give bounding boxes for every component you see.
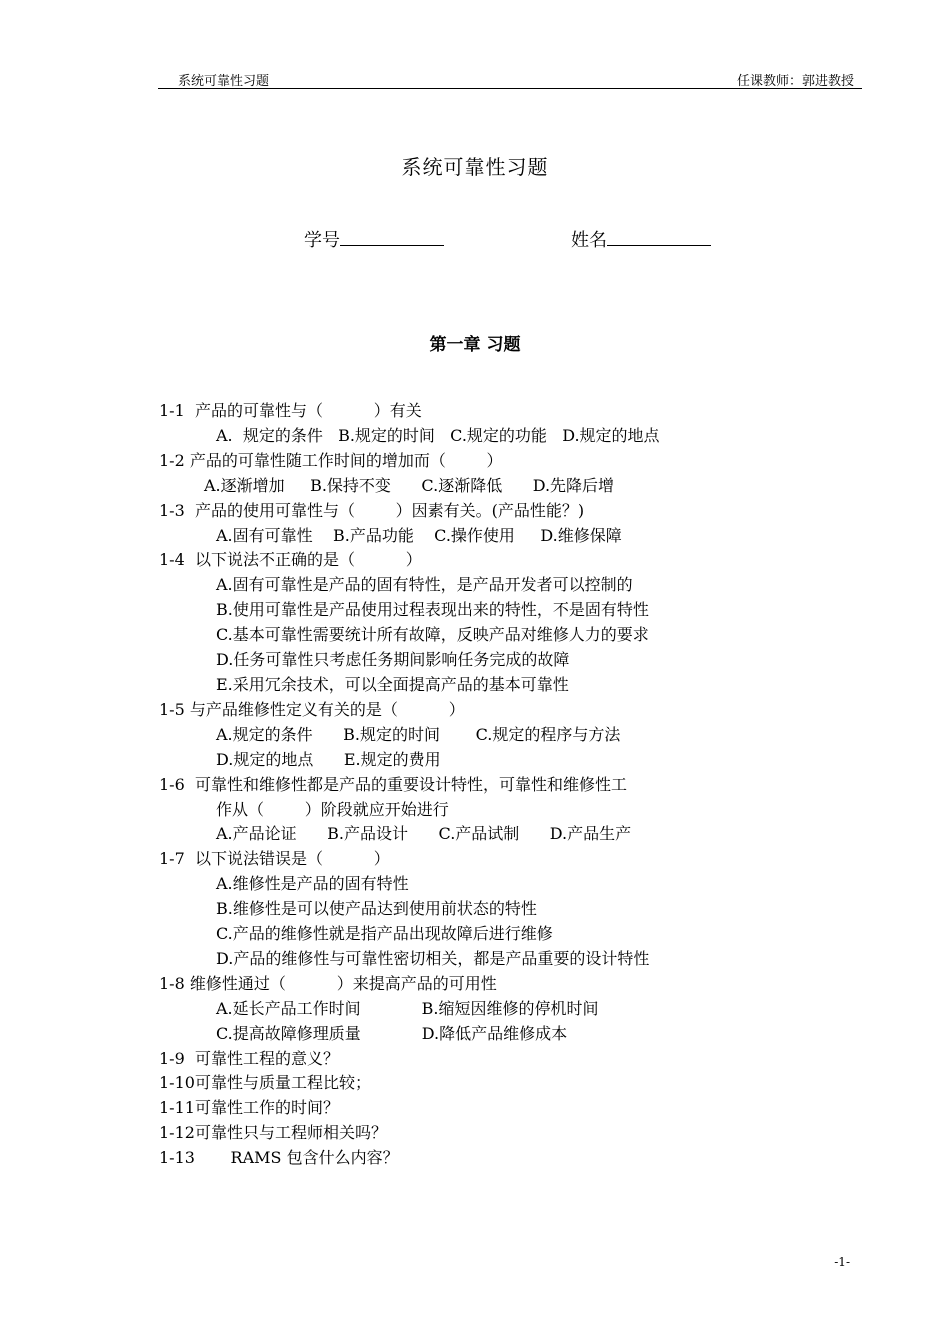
header-left-title: 系统可靠性习题 — [178, 74, 270, 89]
question-number: 1-7 — [159, 849, 185, 869]
option-line: A.延长产品工作时间 B.缩短因维修的停机时间 — [216, 998, 599, 1018]
header-right-teacher: 任课教师：郭进教授 — [736, 74, 854, 89]
question-line — [159, 499, 859, 524]
question-text: 以下说法错误是（ ） — [184, 849, 390, 869]
student-id-label: 学号 — [304, 230, 340, 251]
question-text: 产品的可靠性随工作时间的增加而（ ） — [184, 450, 503, 470]
question-text: 维修性通过（ ）来提高产品的可用性 — [184, 973, 497, 993]
question-text: 可靠性工作的时间？ — [194, 1098, 339, 1118]
question-line — [159, 1047, 859, 1072]
option-line: E.采用冗余技术，可以全面提高产品的基本可靠性 — [216, 674, 569, 694]
student-name-label: 姓名 — [571, 230, 607, 251]
question-line — [159, 1071, 859, 1096]
option-line: B.维修性是可以使产品达到使用前状态的特性 — [216, 899, 537, 919]
question-line — [159, 449, 859, 474]
question-line — [159, 698, 859, 723]
question-text: 可靠性与质量工程比较； — [194, 1073, 371, 1093]
option-line: A.维修性是产品的固有特性 — [216, 874, 409, 894]
question-line — [159, 847, 859, 872]
question-number: 1-4 — [159, 550, 185, 570]
page-title: 系统可靠性习题 — [401, 155, 549, 179]
question-number: 1-5 — [159, 699, 185, 719]
question-text: 可靠性和维修性都是产品的重要设计特性，可靠性和维修性工 — [184, 774, 627, 794]
question-line — [159, 1096, 859, 1121]
question-text: 可靠性只与工程师相关吗？ — [194, 1123, 387, 1143]
question-number: 1-2 — [159, 450, 185, 470]
question-line — [159, 1121, 859, 1146]
question-text: RAMS 包含什么内容？ — [194, 1148, 399, 1168]
option-line: A.逐渐增加 B.保持不变 C.逐渐降低 D.先降后增 — [204, 475, 615, 495]
question-number: 1-3 — [159, 500, 185, 520]
question-number: 1-10 — [159, 1073, 195, 1093]
question-line — [159, 548, 859, 573]
option-line: A.固有可靠性 B.产品功能 C.操作使用 D.维修保障 — [216, 525, 622, 545]
option-line: A.产品论证 B.产品设计 C.产品试制 D.产品生产 — [216, 824, 632, 844]
question-number: 1-6 — [159, 774, 185, 794]
question-number: 1-13 — [159, 1148, 195, 1168]
option-line: D.任务可靠性只考虑任务期间影响任务完成的故障 — [216, 650, 570, 670]
option-line: A. 规定的条件 B.规定的时间 C.规定的功能 D.规定的地点 — [216, 425, 660, 445]
header-divider — [158, 88, 862, 89]
question-list — [159, 399, 859, 1171]
option-line: D.规定的地点 E.规定的费用 — [216, 749, 441, 769]
student-id-field — [304, 226, 444, 252]
question-number: 1-12 — [159, 1123, 195, 1143]
option-line: A.规定的条件 B.规定的时间 C.规定的程序与方法 — [216, 724, 621, 744]
question-line — [159, 972, 859, 997]
page-number: -1- — [834, 1255, 850, 1269]
option-line: C.基本可靠性需要统计所有故障，反映产品对维修人力的要求 — [216, 625, 649, 645]
chapter-heading: 第一章 习题 — [429, 335, 521, 355]
question-number: 1-1 — [159, 401, 185, 420]
question-text: 产品的可靠性与（ ）有关 — [184, 401, 422, 420]
option-line: A.固有可靠性是产品的固有特性，是产品开发者可以控制的 — [216, 575, 633, 595]
student-id-blank[interactable] — [340, 229, 444, 246]
student-name-field — [571, 226, 711, 252]
question-text: 可靠性工程的意义？ — [184, 1048, 339, 1068]
option-line: D.产品的维修性与可靠性密切相关，都是产品重要的设计特性 — [216, 948, 650, 968]
question-text: 与产品维修性定义有关的是（ ） — [184, 699, 465, 719]
option-line: C.产品的维修性就是指产品出现故障后进行维修 — [216, 924, 553, 944]
question-line — [159, 1146, 859, 1171]
question-number: 1-8 — [159, 973, 185, 993]
option-line: C.提高故障修理质量 D.降低产品维修成本 — [216, 1023, 568, 1043]
question-number: 1-11 — [159, 1098, 195, 1118]
question-line — [159, 399, 859, 424]
question-line — [159, 773, 859, 798]
question-continuation: 作从（ ）阶段就应开始进行 — [216, 799, 449, 819]
question-text: 以下说法不正确的是（ ） — [184, 550, 422, 570]
student-name-blank[interactable] — [607, 229, 711, 246]
option-line: B.使用可靠性是产品使用过程表现出来的特性，不是固有特性 — [216, 600, 649, 620]
question-text: 产品的使用可靠性与（ ）因素有关。(产品性能？) — [184, 500, 585, 520]
question-number: 1-9 — [159, 1048, 185, 1068]
